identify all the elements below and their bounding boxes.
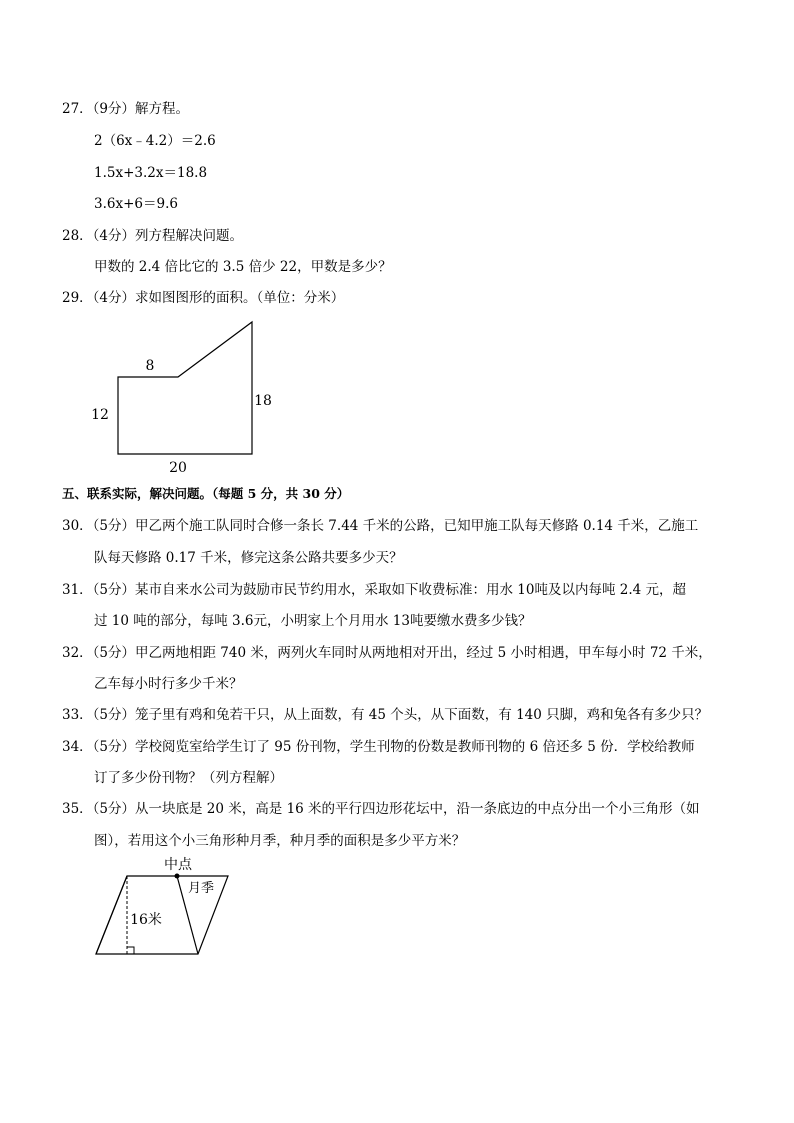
q27-equation-1: 2（6x﹣4.2）＝2.6 (94, 133, 216, 149)
q32-line-1: 32．（5分）甲乙两地相距 740 米，两列火车同时从两地相对开出，经过 5 小时相遇，甲车每小时 72 千米， (62, 645, 712, 661)
q29-label-left: 12 (91, 407, 109, 423)
q29-label-bottom: 20 (169, 460, 187, 476)
q35-triangle-edge-2 (96, 876, 127, 954)
q33-line-1: 33．（5分）笼子里有鸡和兔若干只，从上面数，有 45 个头，从下面数，有 140 只脚，鸡和兔各有多少只？ (62, 707, 709, 723)
q35-line-2: 图），若用这个小三角形种月季，种月季的面积是多少平方米？ (94, 833, 466, 849)
q31-line-2: 过 10 吨的部分，每吨 3.6元，小明家上个月用水 13吨要缴水费多少钱？ (94, 613, 532, 629)
q29-figure (80, 315, 300, 480)
q27-header: 27．（9分）解方程。 (62, 101, 190, 117)
q30-line-2: 队每天修路 0.17 千米，修完这条公路共要多少天？ (94, 550, 403, 566)
q35-label-midpoint: 中点 (164, 857, 192, 873)
q35-midpoint-dot (175, 874, 180, 879)
q30-line-1: 30．（5分）甲乙两个施工队同时合修一条长 7.44 千米的公路，已知甲施工队每天修路 0.14 千米，乙施工 (62, 518, 699, 534)
q35-figure (88, 852, 238, 960)
q34-line-1: 34．（5分）学校阅览室给学生订了 95 份刊物，学生刊物的份数是教师刊物的 6 倍还多 5 份．学校给教师 (62, 739, 695, 755)
q35-label-height: 16米 (130, 912, 162, 928)
q29-header: 29．（4分）求如图图形的面积。（单位：分米） (62, 290, 345, 306)
q35-label-triangle: 月季 (187, 881, 215, 896)
q29-shape (118, 322, 252, 454)
q27-equation-3: 3.6x+6＝9.6 (94, 196, 178, 212)
q27-equation-2: 1.5x+3.2x＝18.8 (94, 165, 208, 181)
q28-body: 甲数的 2.4 倍比它的 3.5 倍少 22，甲数是多少？ (94, 259, 392, 275)
q35-line-1: 35．（5分）从一块底是 20 米，高是 16 米的平行四边形花坛中，沿一条底边的中点分出一个小三角形（如 (62, 801, 700, 817)
q29-label-top: 8 (145, 358, 155, 374)
section-5-title: 五、联系实际，解决问题。（每题 5 分，共 30 分） (62, 486, 350, 501)
q28-header: 28．（4分）列方程解决问题。 (62, 228, 244, 244)
q29-label-right: 18 (254, 393, 272, 409)
q35-right-angle-mark (127, 947, 134, 954)
q31-line-1: 31．（5分）某市自来水公司为鼓励市民节约用水，采取如下收费标准：用水 10吨及以内每吨 2.4 元，超 (62, 582, 687, 598)
q34-line-2: 订了多少份刊物？（列方程解） (94, 770, 283, 786)
q32-line-2: 乙车每小时行多少千米？ (94, 676, 243, 692)
